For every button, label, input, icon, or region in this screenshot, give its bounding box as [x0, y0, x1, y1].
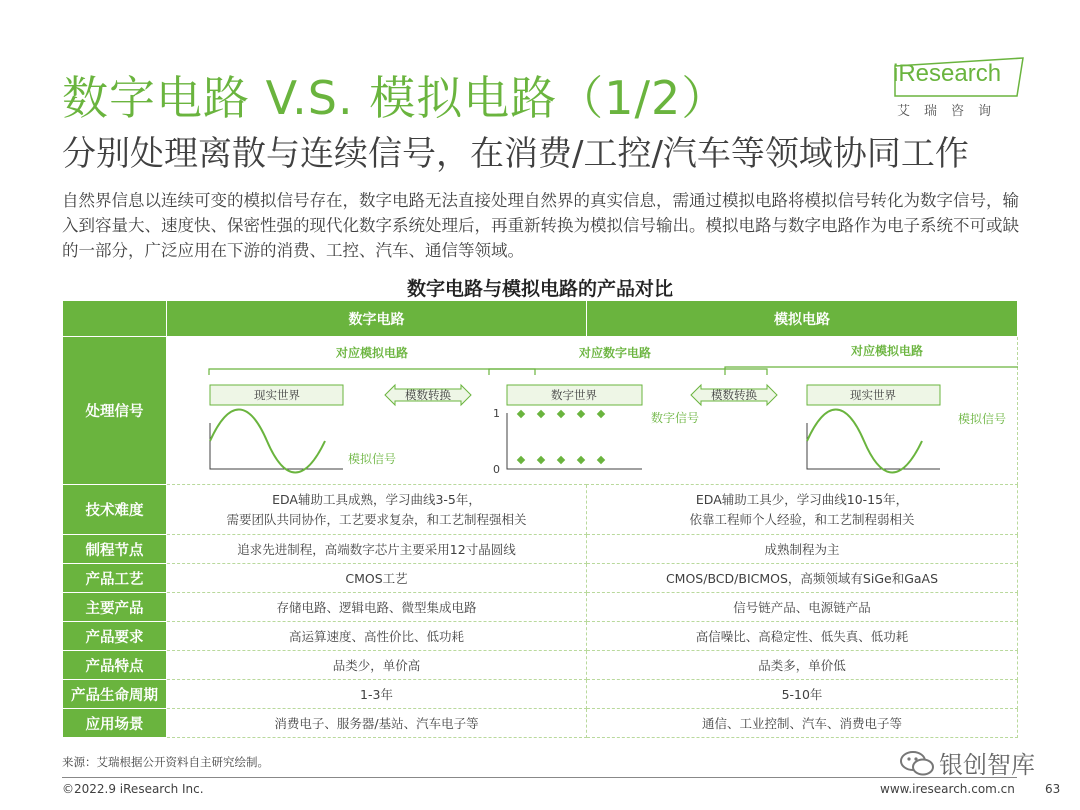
copyright: ©2022.9 iResearch Inc.: [62, 782, 204, 796]
digital-world-label: 数字世界: [551, 388, 597, 402]
cell-digital: 品类少，单价高: [167, 651, 587, 680]
cell-digital: 存储电路、逻辑电路、微型集成电路: [167, 593, 587, 622]
website-link[interactable]: www.iresearch.com.cn: [880, 782, 1015, 796]
watermark: [895, 745, 1055, 779]
cell-analog: [587, 485, 1018, 535]
signal-diagram-cell: [167, 337, 1018, 485]
watermark-text: 银创智库: [939, 751, 1035, 779]
cell-analog: 通信、工业控制、汽车、消费电子等: [587, 709, 1018, 738]
level-low-label: 0: [493, 463, 500, 476]
comparison-table: [62, 300, 1018, 738]
source-note: 来源：艾瑞根据公开资料自主研究绘制。: [62, 755, 269, 769]
row-label: 制程节点: [63, 535, 167, 564]
cell-analog: 高信噪比、高稳定性、低失真、低功耗: [587, 622, 1018, 651]
conversion-label-left: 模数转换: [405, 388, 451, 402]
intro-paragraph: 自然界信息以连续可变的模拟信号存在，数字电路无法直接处理自然界的真实信息，需通过模拟电路将模拟信号转化为数字信号，输入到容量大、速度快、保密性强的现代化数字系统处理后，再重新转换为模拟信号输出。模拟电路与数字电路作为电子系统不可或缺的一部分，广泛应用在下游的消费、工控、汽车、通信等领域。: [62, 191, 1019, 260]
bracket-label-mid: 对应数字电路: [578, 346, 652, 360]
cell-digital: 消费电子、服务器/基站、汽车电子等: [167, 709, 587, 738]
footer-divider: [62, 777, 1017, 778]
cell-line: 需要团队共同协作，工艺要求复杂，和工艺制程强相关: [226, 511, 527, 527]
cell-digital: CMOS工艺: [167, 564, 587, 593]
cell-digital: 高运算速度、高性价比、低功耗: [167, 622, 587, 651]
cell-analog: 品类多，单价低: [587, 651, 1018, 680]
table-title: 数字电路与模拟电路的产品对比: [406, 278, 673, 300]
row-label: 主要产品: [63, 593, 167, 622]
digital-dots-high: [517, 410, 605, 418]
bracket-label-left: 对应模拟电路: [335, 346, 409, 360]
row-label: 产品生命周期: [63, 680, 167, 709]
column-header-digital: 数字电路: [167, 301, 587, 337]
page-title: 数字电路 V.S. 模拟电路（1/2）: [62, 71, 729, 125]
wechat-icon: [899, 749, 935, 777]
page-number: 63: [1045, 782, 1061, 796]
conversion-label-right: 模数转换: [711, 388, 757, 402]
analog-wave-left: [210, 410, 325, 473]
cell-line: EDA辅助工具少，学习曲线10-15年，: [695, 491, 909, 507]
cell-analog: CMOS/BCD/BICMOS，高频领域有SiGe和GaAS: [587, 564, 1018, 593]
bracket-label-right: 对应模拟电路: [850, 344, 924, 358]
cell-analog: 信号链产品、电源链产品: [587, 593, 1018, 622]
logo-text: iResearch: [893, 60, 1002, 87]
analog-wave-right: [807, 410, 922, 473]
level-high-label: 1: [493, 407, 500, 420]
signal-diagram: [167, 337, 1018, 483]
cell-analog: 成熟制程为主: [587, 535, 1018, 564]
cell-digital: 1-3年: [167, 680, 587, 709]
column-header-analog: 模拟电路: [587, 301, 1018, 337]
real-world-label-right: 现实世界: [850, 388, 896, 402]
analog-signal-label-left: 模拟信号: [347, 452, 397, 466]
cell-digital: 追求先进制程，高端数字芯片主要采用12寸晶圆线: [167, 535, 587, 564]
row-label: 技术难度: [63, 485, 167, 535]
row-label: 产品特点: [63, 651, 167, 680]
cell-analog: 5-10年: [587, 680, 1018, 709]
row-label-signal: 处理信号: [63, 337, 167, 485]
cell-line: EDA辅助工具成熟，学习曲线3-5年，: [272, 491, 481, 507]
header-corner: [63, 301, 167, 337]
axes-digital: [507, 413, 642, 469]
digital-signal-label: 数字信号: [650, 411, 700, 425]
cell-line: 依靠工程师个人经验，和工艺制程弱相关: [689, 511, 915, 527]
page-subtitle: 分别处理离散与连续信号，在消费/工控/汽车等领域协同工作: [62, 134, 969, 174]
real-world-label-left: 现实世界: [254, 388, 300, 402]
row-label: 产品工艺: [63, 564, 167, 593]
digital-dots-low: [517, 456, 605, 464]
iresearch-logo: [893, 56, 1023, 126]
analog-signal-label-right: 模拟信号: [957, 412, 1007, 426]
row-label: 应用场景: [63, 709, 167, 738]
cell-digital: [167, 485, 587, 535]
logo-subtext: 艾瑞咨询: [897, 104, 1006, 119]
row-label: 产品要求: [63, 622, 167, 651]
